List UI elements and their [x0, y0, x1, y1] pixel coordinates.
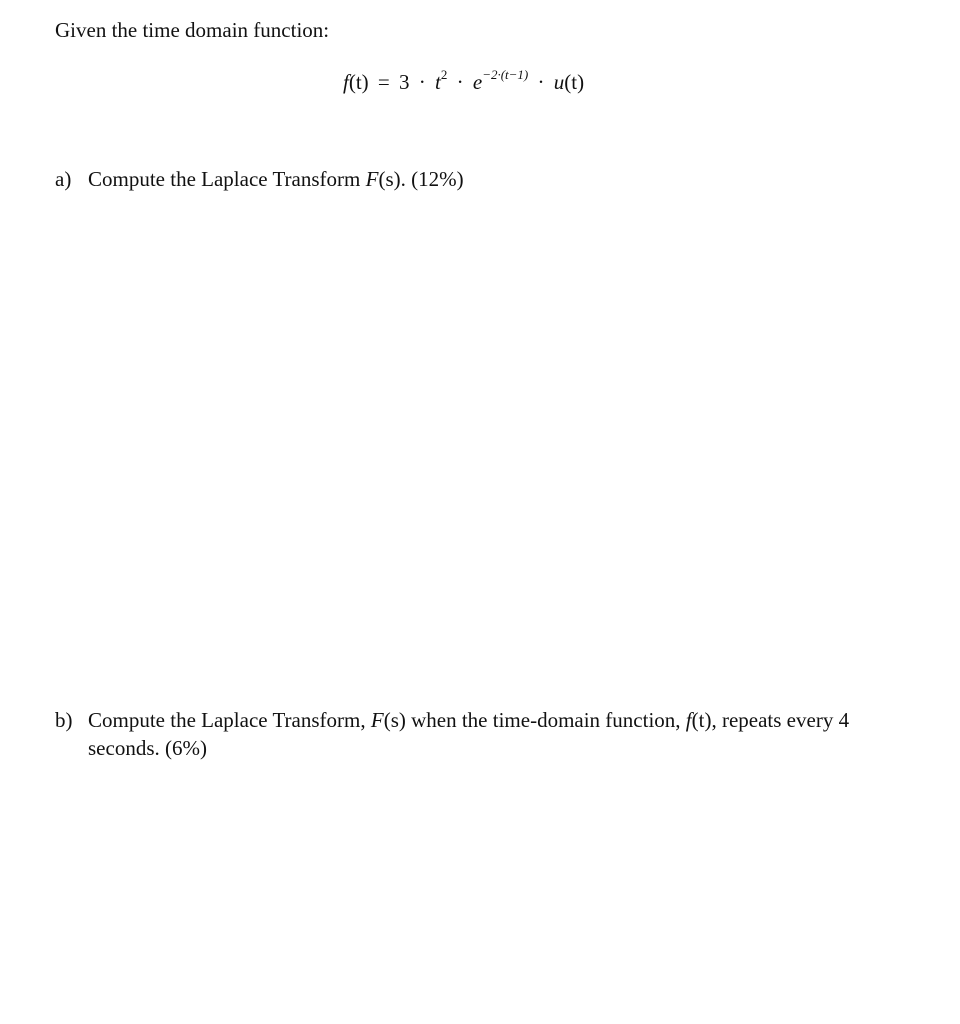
formula-t: t [435, 70, 441, 94]
formula-coefficient: 3 [399, 70, 410, 94]
question-a [55, 165, 895, 193]
formula-dot-1: · [418, 70, 426, 94]
question-b-text-mid: (s) when the time-domain function, [383, 708, 686, 732]
question-a-text-after: (s). (12%) [378, 167, 464, 191]
question-b-f: f [685, 708, 692, 732]
question-b-f-arg: (t) [691, 708, 712, 732]
formula-u: u [553, 70, 565, 94]
question-b-text-after: , repeats every 4 seconds. (6%) [88, 708, 850, 760]
formula-dot-3: · [537, 70, 545, 94]
question-b [55, 706, 895, 762]
formula-e: e [472, 70, 483, 94]
question-a-label: a) [55, 167, 72, 191]
question-a-body [88, 165, 895, 193]
question-a-text-before: Compute the Laplace Transform [88, 167, 366, 191]
intro-text: Given the time domain function: [55, 18, 330, 42]
question-b-label: b) [55, 708, 73, 732]
question-a-F: F [365, 167, 379, 191]
formula-u-arg: (t) [564, 70, 585, 94]
question-b-text-before: Compute the Laplace Transform, [88, 708, 371, 732]
formula-equals: = [377, 70, 390, 94]
time-domain-formula [343, 67, 584, 97]
formula-t-exponent: 2 [440, 67, 448, 82]
question-b-F: F [370, 708, 384, 732]
question-b-body [88, 706, 895, 762]
formula-f: f [343, 70, 349, 94]
formula-e-exponent: −2·(t−1) [482, 67, 529, 82]
formula-f-arg: (t) [348, 70, 369, 94]
formula-dot-2: · [456, 70, 464, 94]
